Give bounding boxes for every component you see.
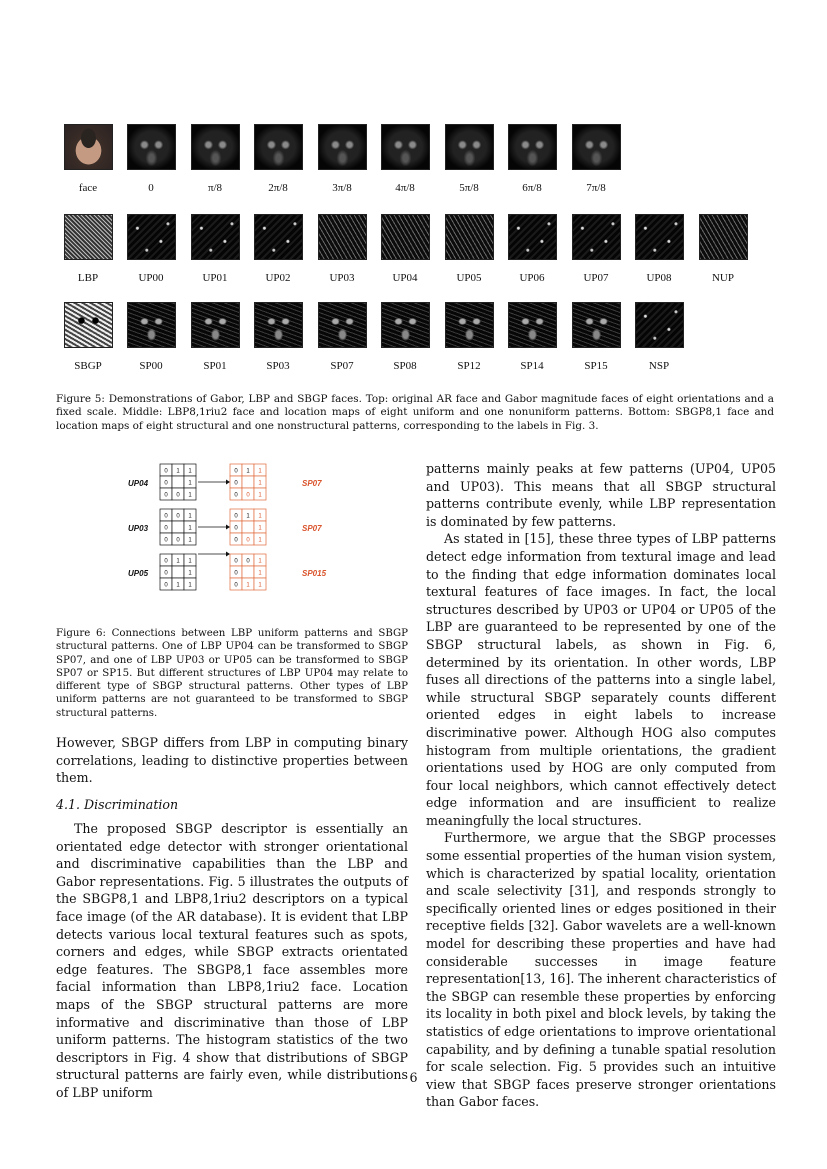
- pattern-label: SP015: [302, 569, 327, 578]
- grid-value: 1: [258, 468, 262, 475]
- face-image: [64, 124, 113, 170]
- thumb-label: UP03: [329, 272, 355, 284]
- thumb-label: 2π/8: [268, 182, 288, 194]
- grid-value: 1: [258, 492, 262, 499]
- figure5-thumb: [119, 214, 183, 284]
- thumb-label: SP00: [139, 360, 163, 372]
- location-map-image: [635, 302, 684, 348]
- location-map-image: [318, 214, 367, 260]
- grid-value: 1: [258, 537, 262, 544]
- thumb-label: 6π/8: [522, 182, 542, 194]
- grid-value: 0: [164, 468, 168, 475]
- grid-value: 1: [188, 525, 192, 532]
- location-map-image: [254, 302, 303, 348]
- figure5-caption: Figure 5: Demonstrations of Gabor, LBP and SBGP faces. Top: original AR face and Gabor magnitude faces of eight orientations and a fixed scale. Middle: LBP8,1riu2 face and location maps of eight uniform and one nonuniform patterns. Bottom: SBGP8,1 face and location maps of eight structural and one nonstructural patterns, corresponding to the labels in Fig. 3.: [56, 393, 774, 432]
- thumb-label: SP03: [266, 360, 290, 372]
- paragraph: However, SBGP differs from LBP in computing binary correlations, leading to distinctive properties between them.: [56, 735, 408, 786]
- paragraph: As stated in [15], these three types of LBP patterns detect edge information from textural image and lead to the finding that edge information dominates local textural features of face images. In fact, the local structures described by UP03 or UP04 or UP05 of the LBP are guaranteed to be represented by one of the SBGP structural labels, as shown in Fig. 6, determined by its orientation. In other words, LBP fuses all directions of the patterns into a single label, while structural SBGP separately counts different oriented edges in eight labels to increase discriminative power. Although HOG also computes histogram from multiple orientations, the gradient orientations used by HOG are only computed from four local neighbors, which cannot effectively detect edge information and are insufficient to realize meaningfully the local structures.: [426, 531, 776, 828]
- location-map-image: [445, 302, 494, 348]
- paragraph: Furthermore, we argue that the SBGP processes some essential properties of the human vision system, which is characterized by spatial locality, orientation and scale selectivity [31], and responds strongly to specifically oriented lines or edges positioned in their receptive fields [32]. Gabor wavelets are a well-known model for describing these properties and have had considerable successes in image feature representation[13, 16]. The inherent characteristics of the SBGP can resemble these properties by enforcing its locality in both pixel and block levels, by taking the statistics of edge orientations to improve orientational capability, and by defining a tunable spatial resolution for scale selection. Fig. 5 provides such an intuitive view that SBGP faces preserve stronger orientations than Gabor faces.: [426, 830, 776, 1110]
- grid-value: 1: [188, 570, 192, 577]
- grid-value: 1: [188, 513, 192, 520]
- thumb-label: π/8: [207, 182, 223, 194]
- figure5-thumb: [373, 214, 437, 284]
- grid-value: 0: [234, 525, 238, 532]
- figure5-thumb: [56, 302, 120, 372]
- gabor-image: [254, 124, 303, 170]
- grid-value: 1: [188, 537, 192, 544]
- figure6-svg: [120, 462, 360, 602]
- section-title: 4.1. Discrimination: [56, 797, 179, 812]
- figure5-thumb: [310, 124, 374, 194]
- thumb-label: SP01: [203, 360, 227, 372]
- grid-cell: [242, 521, 254, 533]
- figure5-thumb: [627, 302, 691, 372]
- figure5-thumb: [437, 214, 501, 284]
- thumb-label: SBGP: [74, 360, 102, 372]
- figure5-thumb: [627, 214, 691, 284]
- grid-value: 1: [258, 582, 262, 589]
- figure5-thumb: [246, 124, 310, 194]
- thumb-label: UP02: [265, 272, 291, 284]
- left-column-intro: [56, 734, 408, 787]
- location-map-image: [318, 302, 367, 348]
- figure5-thumb: [56, 124, 120, 194]
- thumb-label: UP04: [392, 272, 418, 284]
- gabor-image: [572, 124, 621, 170]
- location-map-image: [699, 214, 748, 260]
- thumb-label: 5π/8: [459, 182, 479, 194]
- figure5-thumb: [246, 302, 310, 372]
- location-map-image: [572, 214, 621, 260]
- grid-value: 1: [258, 558, 262, 565]
- grid-cell: [172, 476, 184, 488]
- figure6-diagram: [120, 462, 360, 602]
- grid-value: 0: [164, 525, 168, 532]
- pattern-label: SP07: [302, 524, 322, 533]
- figure5-thumb: [183, 214, 247, 284]
- thumb-label: face: [78, 182, 98, 194]
- grid-value: 1: [258, 480, 262, 487]
- grid-value: 1: [188, 468, 192, 475]
- figure5-thumb: [246, 214, 310, 284]
- location-map-image: [127, 302, 176, 348]
- grid-value: 1: [188, 492, 192, 499]
- pattern-label: UP05: [128, 569, 149, 578]
- grid-cell: [172, 566, 184, 578]
- thumb-label: SP12: [457, 360, 481, 372]
- figure5-thumb: [183, 302, 247, 372]
- page-number: 6: [409, 1070, 418, 1085]
- figure5-thumb: [56, 214, 120, 284]
- location-map-image: [508, 214, 557, 260]
- grid-value: 1: [176, 582, 180, 589]
- figure6-caption: Figure 6: Connections between LBP uniform patterns and SBGP structural patterns. One of LBP UP04 can be transformed to SBGP SP07, and one of LBP UP03 or UP05 can be transformed to SBGP SP07 or SP15. But different structures of LBP UP04 may relate to different type of SBGP structural patterns. Other types of LBP uniform patterns are not guaranteed to be transformed to SBGP structural patterns.: [56, 628, 408, 719]
- thumb-label: NUP: [711, 272, 734, 284]
- grid-value: 0: [234, 513, 238, 520]
- grid-value: 0: [234, 582, 238, 589]
- figure5-thumb: [500, 302, 564, 372]
- location-map-image: [381, 302, 430, 348]
- grid-value: 0: [234, 570, 238, 577]
- grid-value: 0: [246, 537, 250, 544]
- grid-value: 0: [164, 537, 168, 544]
- grid-value: 0: [234, 537, 238, 544]
- grid-value: 1: [176, 558, 180, 565]
- location-map-image: [191, 302, 240, 348]
- thumb-label: UP06: [519, 272, 545, 284]
- left-column-body: [56, 820, 408, 1102]
- figure5-thumb: [500, 214, 564, 284]
- right-column: [426, 460, 776, 1111]
- location-map-image: [508, 302, 557, 348]
- grid-value: 0: [246, 558, 250, 565]
- figure5-thumb: [437, 302, 501, 372]
- location-map-image: [635, 214, 684, 260]
- grid-value: 0: [176, 537, 180, 544]
- grid-cell: [172, 521, 184, 533]
- gabor-image: [381, 124, 430, 170]
- figure5-thumb: [119, 302, 183, 372]
- grid-value: 1: [246, 513, 250, 520]
- grid-value: 0: [234, 468, 238, 475]
- thumb-label: 7π/8: [586, 182, 606, 194]
- figure5-thumb: [564, 214, 628, 284]
- paragraph: patterns mainly peaks at few patterns (UP04, UP05 and UP03). This means that all SBGP structural patterns contribute evenly, while LBP representation is dominated by few patterns.: [426, 461, 776, 529]
- figure5-thumb: [373, 302, 437, 372]
- gabor-image: [127, 124, 176, 170]
- arrow-head: [226, 525, 230, 530]
- thumb-label: UP08: [646, 272, 672, 284]
- thumb-label: LBP: [77, 272, 99, 284]
- thumb-label: 0: [148, 182, 154, 194]
- grid-value: 1: [246, 468, 250, 475]
- figure5-thumb: [564, 124, 628, 194]
- grid-value: 0: [164, 480, 168, 487]
- thumb-label: SP07: [330, 360, 354, 372]
- grid-value: 1: [246, 582, 250, 589]
- figure5-thumb: [310, 302, 374, 372]
- thumb-label: UP05: [456, 272, 482, 284]
- location-map-image: [127, 214, 176, 260]
- thumb-label: UP07: [583, 272, 609, 284]
- thumb-label: UP01: [202, 272, 228, 284]
- location-map-image: [254, 214, 303, 260]
- grid-value: 0: [164, 513, 168, 520]
- figure5-thumb: [119, 124, 183, 194]
- thumb-label: 3π/8: [332, 182, 352, 194]
- pattern-label: UP04: [128, 479, 149, 488]
- grid-value: 1: [188, 582, 192, 589]
- figure5-thumb: [437, 124, 501, 194]
- grid-value: 0: [164, 558, 168, 565]
- pattern-label: UP03: [128, 524, 149, 533]
- grid-value: 1: [188, 480, 192, 487]
- thumb-label: UP00: [138, 272, 164, 284]
- grid-value: 0: [164, 492, 168, 499]
- grid-value: 0: [234, 480, 238, 487]
- pattern-label: SP07: [302, 479, 322, 488]
- grid-value: 1: [258, 570, 262, 577]
- figure5-row-gabor: [56, 124, 776, 194]
- grid-value: 1: [176, 468, 180, 475]
- figure5-thumb: [373, 124, 437, 194]
- figure5-thumb: [691, 214, 755, 284]
- thumb-label: SP14: [520, 360, 544, 372]
- figure5-thumb: [564, 302, 628, 372]
- gabor-image: [445, 124, 494, 170]
- gabor-image: [508, 124, 557, 170]
- grid-value: 0: [176, 513, 180, 520]
- figure5-row-sbgp: [56, 302, 776, 372]
- gabor-image: [191, 124, 240, 170]
- thumb-label: SP15: [584, 360, 608, 372]
- grid-value: 1: [188, 558, 192, 565]
- grid-value: 0: [234, 492, 238, 499]
- grid-value: 0: [164, 582, 168, 589]
- grid-cell: [242, 476, 254, 488]
- figure5-thumb: [500, 124, 564, 194]
- grid-value: 1: [258, 513, 262, 520]
- thumb-label: NSP: [648, 360, 670, 372]
- thumb-label: 4π/8: [395, 182, 415, 194]
- grid-value: 0: [234, 558, 238, 565]
- sbgp-face-image: [64, 302, 113, 348]
- arrow-head: [226, 480, 230, 485]
- figure5-thumb: [183, 124, 247, 194]
- arrow-head: [226, 552, 230, 557]
- thumb-label: SP08: [393, 360, 417, 372]
- paragraph: The proposed SBGP descriptor is essentially an orientated edge detector with stronger orientational and discriminative capabilities than the LBP and Gabor representations. Fig. 5 illustrates the outputs of the SBGP8,1 and LBP8,1riu2 descriptors on a typical face image (of the AR database). It is evident that LBP detects various local textural features such as spots, corners and edges, while SBGP extracts orientated edge features. The SBGP8,1 face assembles more facial information than LBP8,1riu2 face. Location maps of the SBGP structural patterns are more informative and discriminative than those of LBP uniform patterns. The histogram statistics of the two descriptors in Fig. 4 show that distributions of SBGP structural patterns are fairly even, while distributions of LBP uniform: [56, 821, 408, 1100]
- grid-value: 1: [258, 525, 262, 532]
- grid-cell: [242, 566, 254, 578]
- location-map-image: [381, 214, 430, 260]
- grid-value: 0: [164, 570, 168, 577]
- grid-value: 0: [246, 492, 250, 499]
- grid-value: 0: [176, 492, 180, 499]
- location-map-image: [445, 214, 494, 260]
- figure5-row-lbp: [56, 214, 776, 284]
- figure5-thumb: [310, 214, 374, 284]
- location-map-image: [572, 302, 621, 348]
- gabor-image: [318, 124, 367, 170]
- location-map-image: [191, 214, 240, 260]
- lbp-face-image: [64, 214, 113, 260]
